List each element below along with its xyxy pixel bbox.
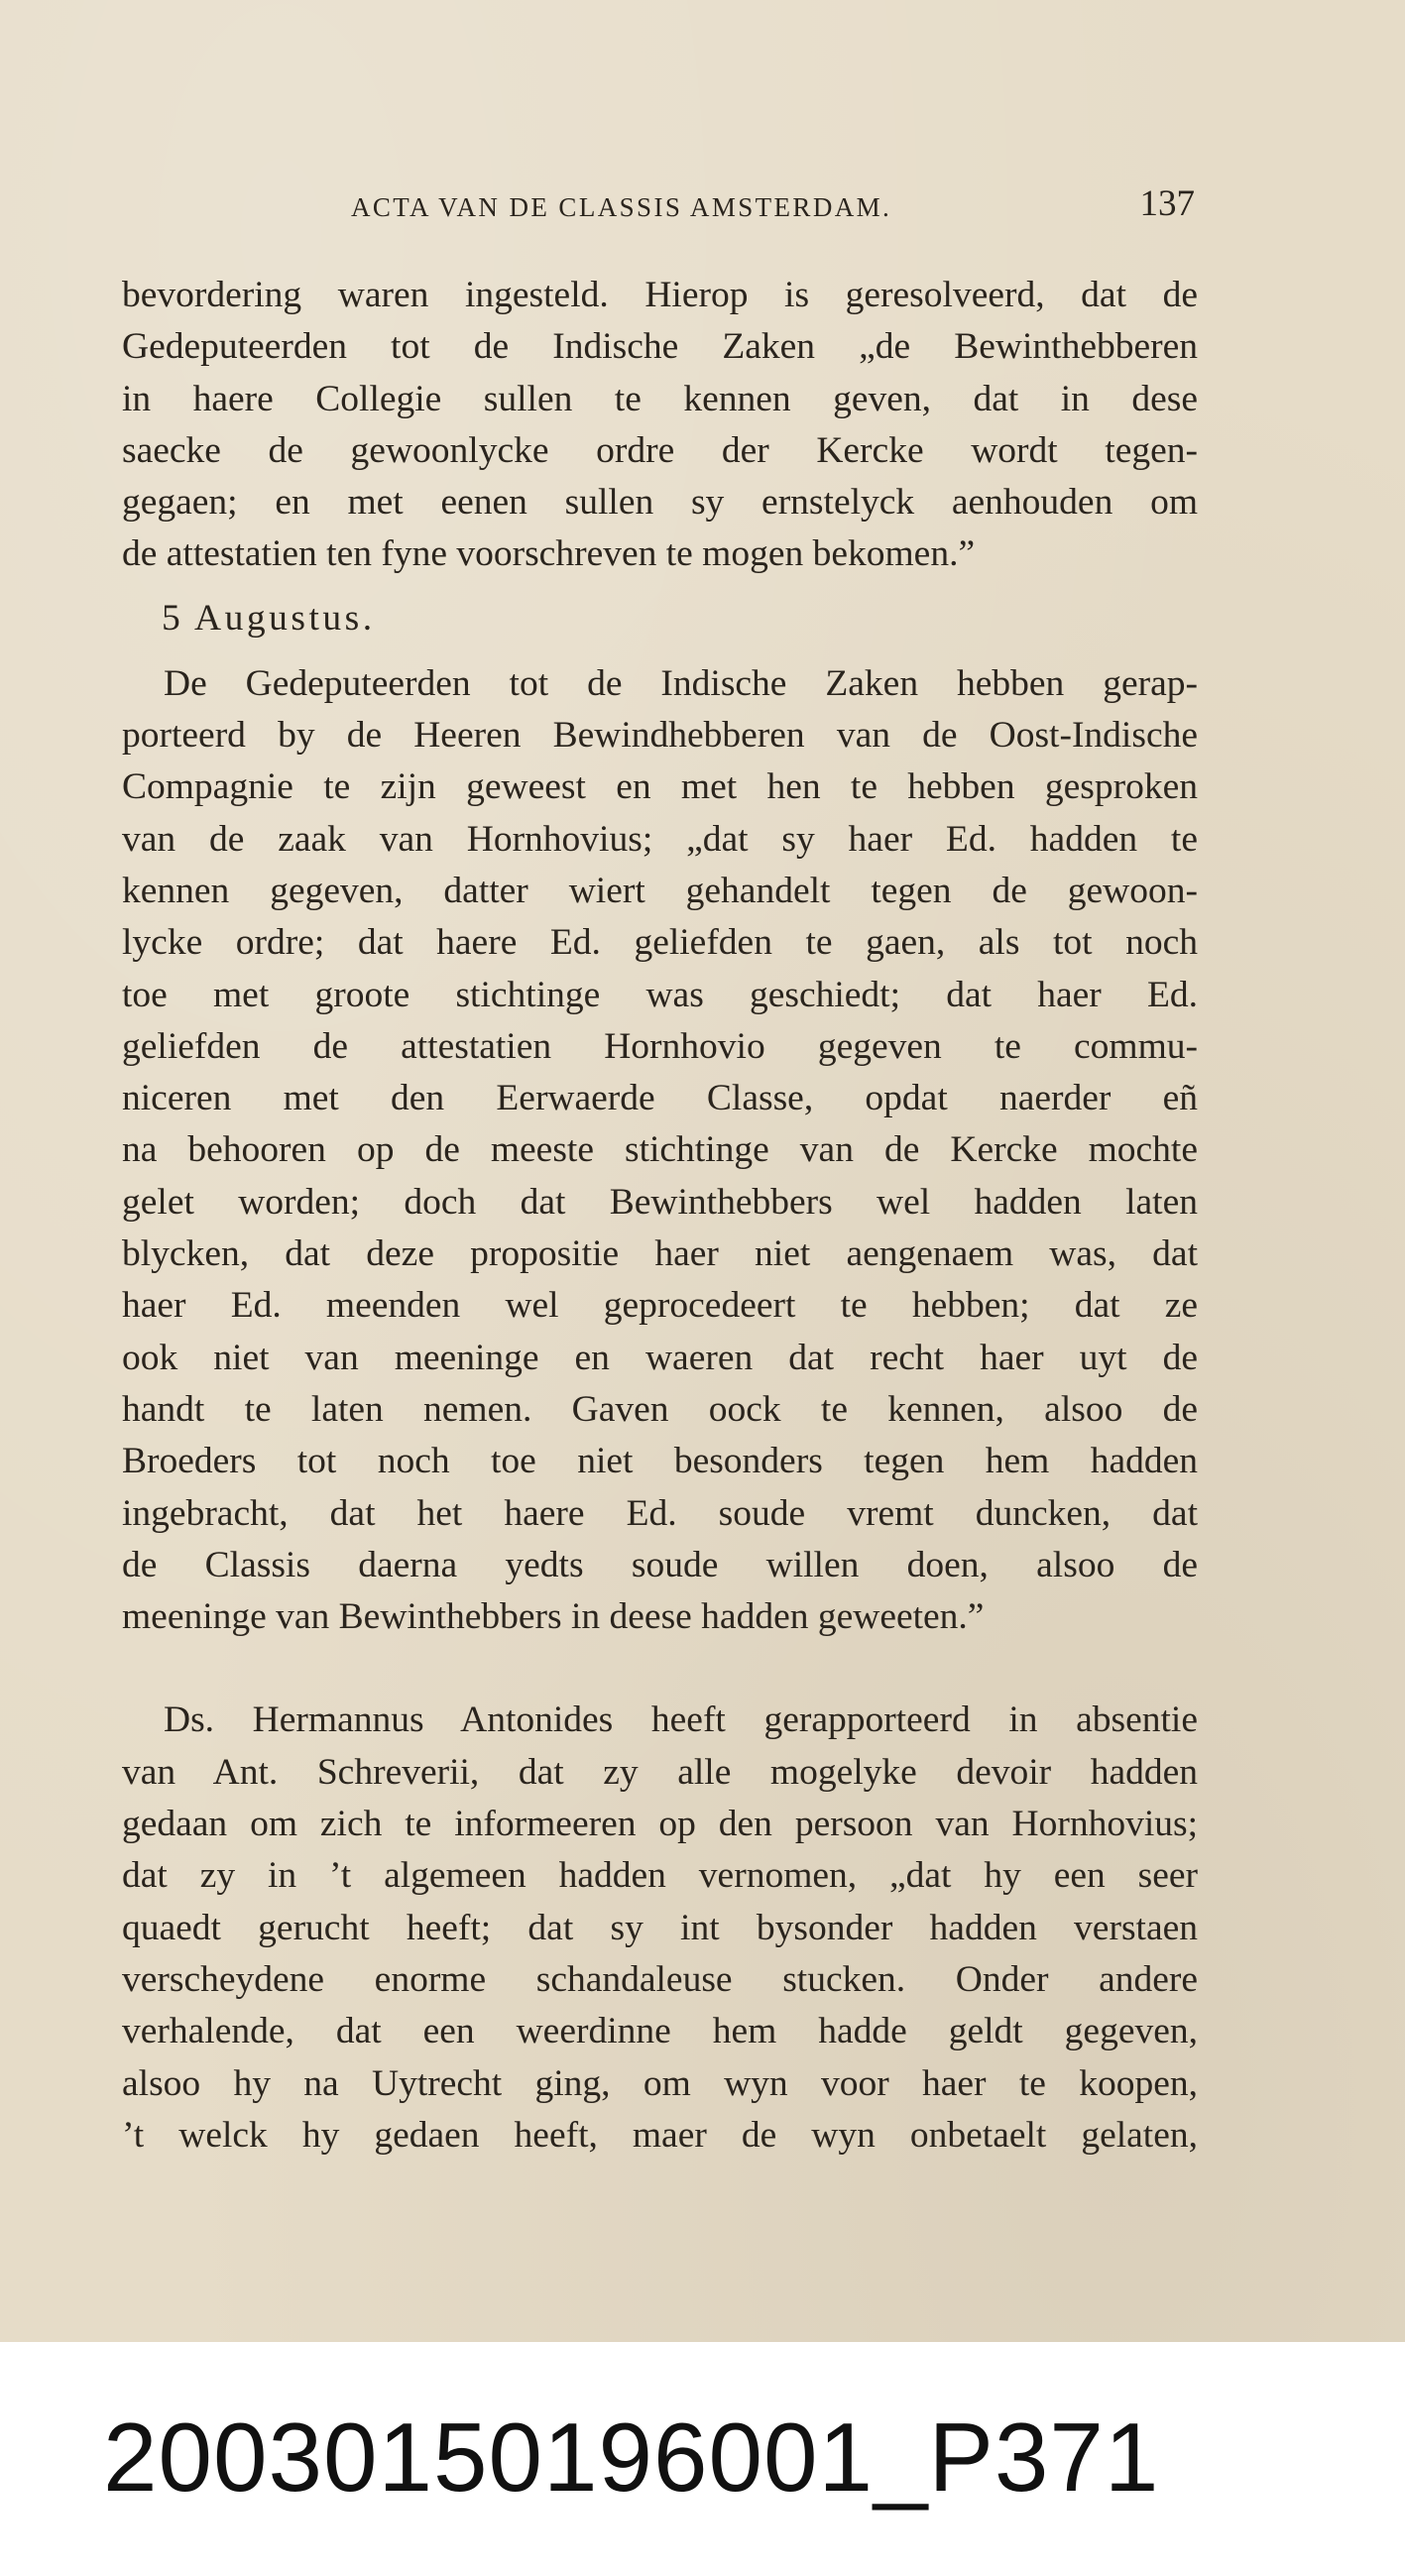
text-line: saecke de gewoonlycke ordre der Kercke wordt tegen-: [122, 429, 1198, 471]
text-line: gelet worden; doch dat Bewinthebbers wel hadden laten: [122, 1181, 1198, 1223]
text-line: ook niet van meeninge en waeren dat recht haer uyt de: [122, 1337, 1198, 1378]
text-line: in haere Collegie sullen te kennen geven, dat in dese: [122, 378, 1198, 419]
text-line: van de zaak van Hornhovius; „dat sy haer Ed. hadden te: [122, 818, 1198, 860]
text-line: geliefden de attestatien Hornhovio gegeven te commu-: [122, 1025, 1198, 1067]
text-line: Broeders tot noch toe niet besonders tegen hem hadden: [122, 1441, 1198, 1482]
text-line: handt te laten nemen. Gaven oock te kennen, alsoo de: [122, 1388, 1198, 1430]
text-line: gegaen; en met eenen sullen sy ernstelyck aenhouden om: [122, 482, 1198, 524]
paragraph: [122, 658, 1198, 1644]
text-line: kennen gegeven, datter wiert gehandelt tegen de gewoon-: [122, 870, 1198, 911]
text-line: de Classis daerna yedts soude willen doen, alsoo de: [122, 1544, 1198, 1585]
page-number: 137: [1139, 183, 1195, 224]
text-line: haer Ed. meenden wel geprocedeert te hebben; dat ze: [122, 1285, 1198, 1327]
text-line: de attestatien ten fyne voorschreven te mogen bekomen.”: [122, 533, 976, 575]
text-line: dat zy in ’t algemeen hadden vernomen, „dat hy een seer: [122, 1855, 1198, 1897]
text-line: van Ant. Schreverii, dat zy alle mogelyke devoir hadden: [122, 1751, 1198, 1793]
text-line: na behooren op de meeste stichtinge van de Kercke mochte: [122, 1129, 1198, 1171]
text-line: toe met groote stichtinge was geschiedt; dat haer Ed.: [122, 974, 1198, 1015]
image-identifier: 20030150196001_P371: [103, 2402, 1160, 2512]
text-line: lycke ordre; dat haere Ed. geliefden te gaen, als tot noch: [122, 922, 1198, 964]
text-line: ’t welck hy gedaen heeft, maer de wyn onbetaelt gelaten,: [122, 2114, 1198, 2156]
text-line: verhalende, dat een weerdinne hem hadde geldt gegeven,: [122, 2011, 1198, 2052]
text-line: ingebracht, dat het haere Ed. soude vremt duncken, dat: [122, 1492, 1198, 1534]
image-caption-strip: [0, 2342, 1405, 2576]
page-body: [122, 270, 1198, 2162]
text-line: verscheydene enorme schandaleuse stucken. Onder andere: [122, 1958, 1198, 2000]
text-line: blycken, dat deze propositie haer niet aengenaem was, dat: [122, 1233, 1198, 1275]
date-heading: 5 Augustus.: [162, 597, 376, 639]
paragraph: [122, 1695, 1198, 2162]
text-line: De Gedeputeerden tot de Indische Zaken hebben gerap-: [164, 662, 1198, 704]
text-line: Compagnie te zijn geweest en met hen te hebben gesproken: [122, 766, 1198, 808]
text-line: meeninge van Bewinthebbers in deese hadden geweeten.”: [122, 1596, 985, 1638]
text-line: bevordering waren ingesteld. Hierop is geresolveerd, dat de: [122, 275, 1198, 315]
text-line: Gedeputeerden tot de Indische Zaken „de Bewinthebberen: [122, 326, 1198, 368]
text-line: porteerd by de Heeren Bewindhebberen van de Oost-Indische: [122, 715, 1198, 757]
text-line: quaedt gerucht heeft; dat sy int bysonder hadden verstaen: [122, 1907, 1198, 1948]
page-header: [119, 183, 1195, 234]
text-line: alsoo hy na Uytrecht ging, om wyn voor haer te koopen,: [122, 2062, 1198, 2104]
text-line: niceren met den Eerwaerde Classe, opdat naerder eñ: [122, 1078, 1198, 1119]
text-line: Ds. Hermannus Antonides heeft gerapporteerd in absentie: [164, 1699, 1198, 1741]
text-line: gedaan om zich te informeeren op den persoon van Hornhovius;: [122, 1804, 1198, 1845]
paragraph: [122, 270, 1198, 581]
running-title: ACTA VAN DE CLASSIS AMSTERDAM.: [351, 192, 892, 222]
